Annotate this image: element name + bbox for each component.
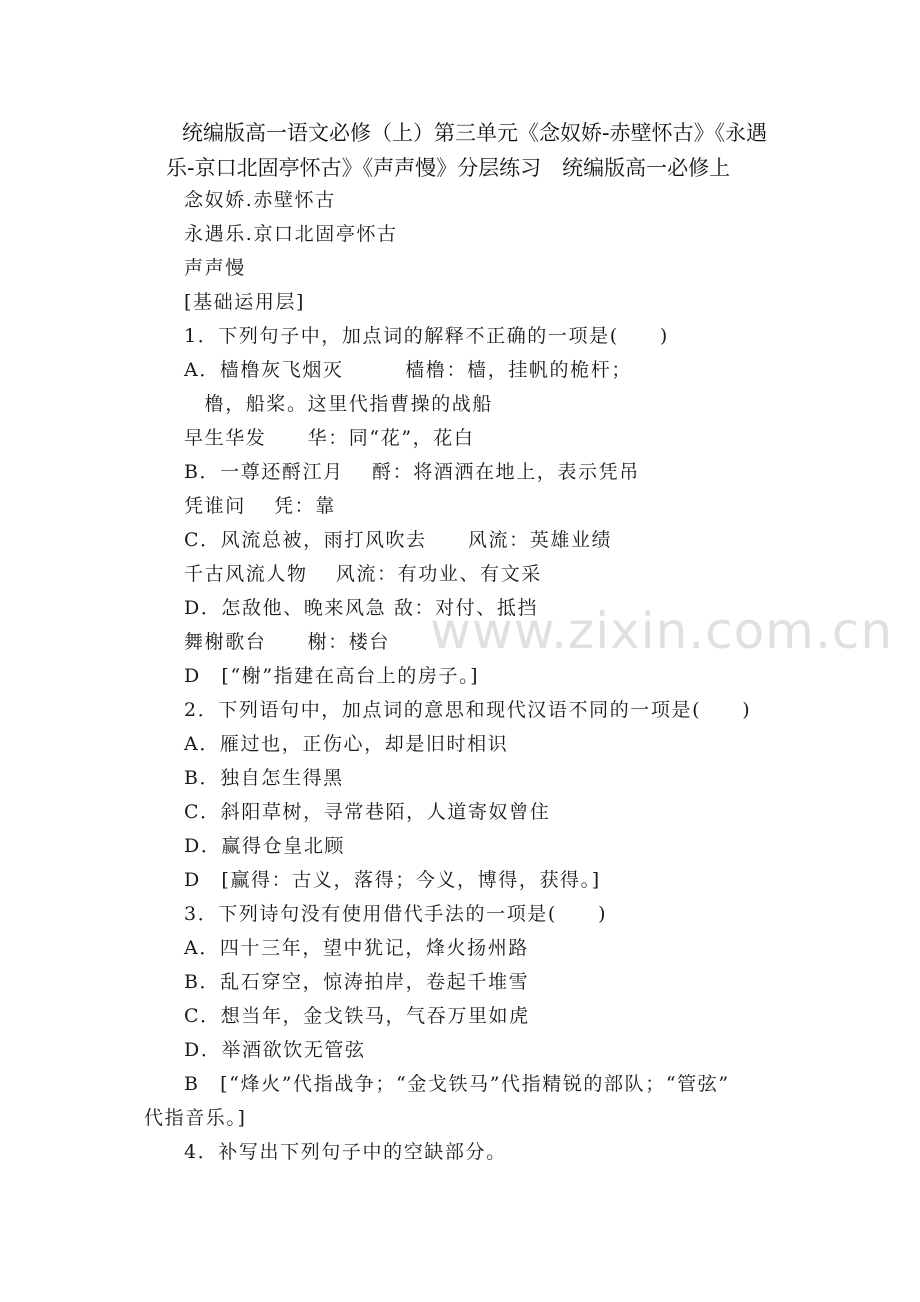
question-1-option-b: B．一尊还酹江月 酹：将酒洒在地上，表示凭吊 bbox=[184, 461, 640, 483]
question-2-option-c: C．斜阳草树，寻常巷陌，人道寄奴曾住 bbox=[184, 801, 551, 823]
question-3-option-a: A．四十三年，望中犹记，烽火扬州路 bbox=[184, 937, 529, 959]
question-1-option-c-2: 千古风流人物 风流：有功业、有文采 bbox=[184, 563, 542, 585]
question-4: 4．补写出下列句子中的空缺部分。 bbox=[184, 1141, 507, 1163]
watermark: www.zixin.com.cn bbox=[430, 602, 894, 660]
question-1-option-a-2: 早生华发 华：同“花”，花白 bbox=[184, 427, 475, 449]
question-1-option-b-2: 凭谁问 凭：靠 bbox=[184, 495, 336, 517]
question-3-answer: B [“烽火”代指战争；“金戈铁马”代指精锐的部队；“管弦” bbox=[184, 1073, 730, 1095]
question-1-option-a-cont: 橹，船桨。这里代指曹操的战船 bbox=[184, 393, 494, 415]
question-1-option-d: D．怎敌他、晚来风急 敌：对付、抵挡 bbox=[184, 597, 539, 619]
poem-title-3: 声声慢 bbox=[184, 257, 246, 279]
question-2-option-a: A．雁过也，正伤心，却是旧时相识 bbox=[184, 733, 509, 755]
document-title bbox=[166, 116, 786, 186]
question-1-answer: D [“榭”指建在高台上的房子。] bbox=[184, 665, 480, 687]
section-heading: [基础运用层] bbox=[184, 291, 306, 313]
question-2: 2．下列语句中，加点词的意思和现代汉语不同的一项是( ) bbox=[184, 699, 752, 721]
question-3-option-c: C．想当年，金戈铁马，气吞万里如虎 bbox=[184, 1005, 530, 1027]
question-2-option-d: D．赢得仓皇北顾 bbox=[184, 835, 346, 857]
question-1-option-a: A．樯橹灰飞烟灭 樯橹：樯，挂帆的桅杆； bbox=[184, 359, 632, 381]
question-2-answer: D [赢得：古义，落得；今义，博得，获得。] bbox=[184, 869, 601, 891]
question-3-option-d: D．举酒欲饮无管弦 bbox=[184, 1039, 366, 1061]
question-3: 3．下列诗句没有使用借代手法的一项是( ) bbox=[184, 903, 608, 925]
title-line-2: 乐-京口北固亭怀古》《声声慢》分层练习 统编版高一必修上 bbox=[166, 156, 731, 180]
question-1-option-c: C．风流总被，雨打风吹去 风流：英雄业绩 bbox=[184, 529, 613, 551]
question-3-option-b: B．乱石穿空，惊涛拍岸，卷起千堆雪 bbox=[184, 971, 530, 993]
question-3-answer-cont: 代指音乐。] bbox=[144, 1107, 247, 1129]
poem-title-2: 永遇乐.京口北固亭怀古 bbox=[184, 223, 398, 245]
title-line-1: 统编版高一语文必修（上）第三单元《念奴娇-赤壁怀古》《永遇 bbox=[182, 121, 768, 145]
question-1: 1．下列句子中，加点词的解释不正确的一项是( ) bbox=[184, 325, 669, 347]
poem-title-1: 念奴娇.赤壁怀古 bbox=[184, 189, 336, 211]
question-2-option-b: B．独自怎生得黑 bbox=[184, 767, 344, 789]
question-1-option-d-2: 舞榭歌台 榭：楼台 bbox=[184, 631, 391, 653]
